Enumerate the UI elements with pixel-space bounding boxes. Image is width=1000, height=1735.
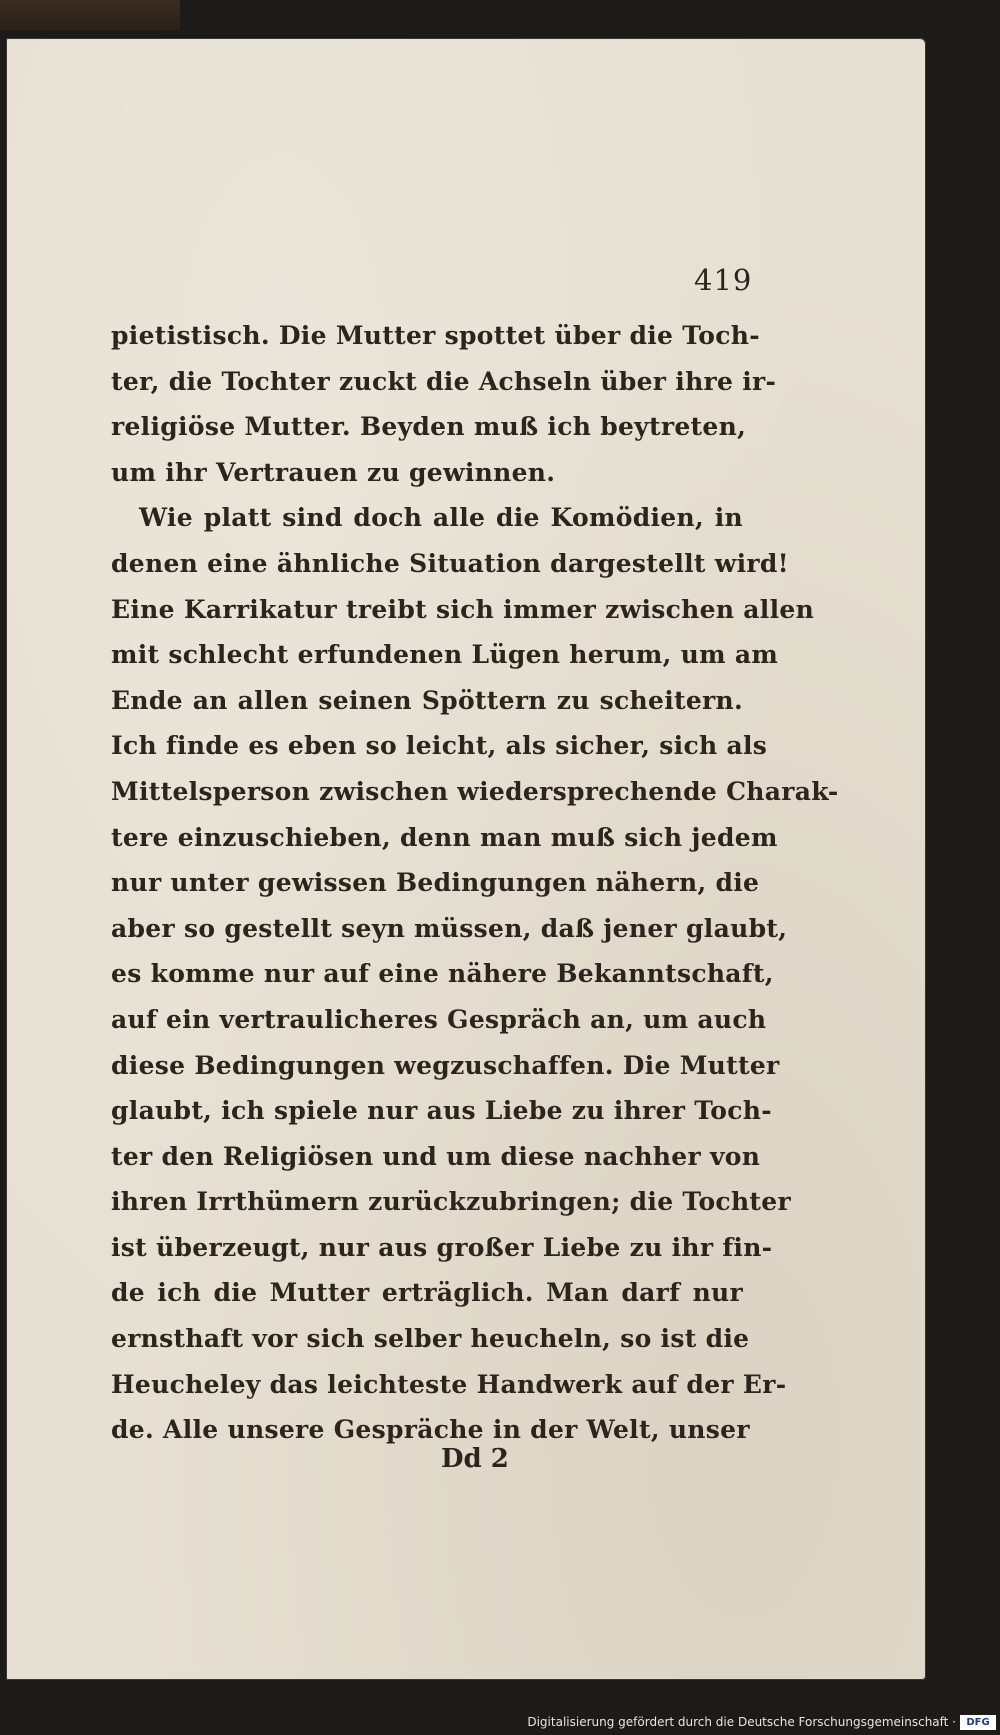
text-line: Ich finde es eben so leicht, als sicher, sich als [111, 731, 768, 761]
book-page [6, 38, 926, 1680]
text-line: de ich die Mutter erträglich. Man darf nur [111, 1278, 743, 1308]
body-text [111, 313, 839, 1453]
text-line: ter, die Tochter zuckt die Achseln über ihre ir- [111, 366, 777, 396]
text-line: diese Bedingungen wegzuschaffen. Die Mutter [111, 1050, 780, 1080]
text-line: Heucheley das leichteste Handwerk auf der Er- [111, 1369, 787, 1399]
page-number: 419 [694, 263, 753, 297]
text-line: mit schlecht erfundenen Lügen herum, um am [111, 640, 779, 670]
text-line: nur unter gewissen Bedingungen nähern, die [111, 868, 760, 898]
text-line: ter den Religiösen und um diese nachher von [111, 1141, 761, 1171]
text-line: glaubt, ich spiele nur aus Liebe zu ihrer Toch- [111, 1096, 772, 1126]
text-line: Eine Karrikatur treibt sich immer zwischen allen [111, 594, 815, 624]
book-edge [0, 0, 180, 30]
text-line: ist überzeugt, nur aus großer Liebe zu ihr fin- [111, 1232, 773, 1262]
text-line: Mittelsperson zwischen wiedersprechende Charak- [111, 776, 839, 806]
signature-mark: Dd 2 [441, 1444, 509, 1474]
digitization-credit: Digitalisierung gefördert durch die Deutsche Forschungsgemeinschaft · [527, 1715, 956, 1729]
text-line: de. Alle unsere Gespräche in der Welt, unser [111, 1415, 750, 1445]
text-line: Ende an allen seinen Spöttern zu scheitern. [111, 685, 743, 715]
text-line: aber so gestellt seyn müssen, daß jener glaubt, [111, 913, 788, 943]
text-line: ernsthaft vor sich selber heucheln, so ist die [111, 1324, 750, 1354]
text-line: pietistisch. Die Mutter spottet über die Toch- [111, 321, 760, 350]
text-line: Wie platt sind doch alle die Komödien, in [139, 503, 743, 533]
text-line: es komme nur auf eine nähere Bekanntschaft, [111, 959, 774, 989]
dfg-logo: DFG [960, 1715, 996, 1730]
text-line: tere einzuschieben, denn man muß sich jedem [111, 822, 778, 852]
text-line: auf ein vertraulicheres Gespräch an, um auch [111, 1004, 767, 1034]
text-line: religiöse Mutter. Beyden muß ich beytreten, [111, 412, 747, 442]
text-line: denen eine ähnliche Situation dargestellt wird! [111, 548, 789, 578]
text-line: um ihr Vertrauen zu gewinnen. [111, 457, 556, 487]
text-line: ihren Irrthümern zurückzubringen; die Tochter [111, 1187, 791, 1217]
